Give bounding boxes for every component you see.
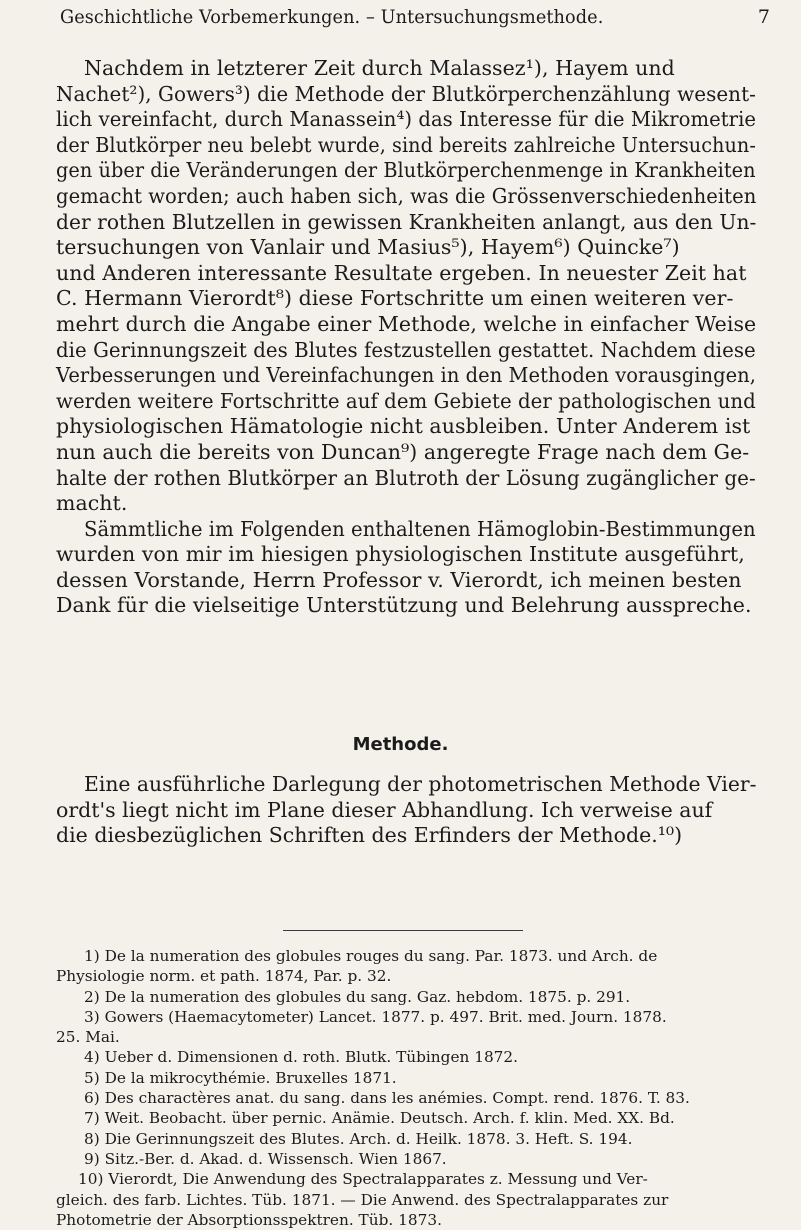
text-line: Sämmtliche im Folgenden enthaltenen Hämoglobin-Bestimmungen: [84, 516, 756, 541]
footnote-line: 6) Des charactères anat. du sang. dans les anémies. Compt. rend. 1876. T. 83.: [84, 1089, 690, 1108]
text-line: gemacht worden; auch haben sich, was die Grössenverschiedenheiten: [56, 183, 757, 208]
text-line: ordt's liegt nicht im Plane dieser Abhandlung. Ich verweise auf: [56, 797, 713, 822]
text-line: mehrt durch die Angabe einer Methode, welche in einfacher Weise: [56, 311, 757, 336]
text-line: halte der rothen Blutkörper an Blutroth der Lösung zugänglicher ge-: [56, 465, 756, 490]
text-line: lich vereinfacht, durch Manassein⁴) das Interesse für die Mikrometrie: [56, 107, 757, 132]
text-line: die diesbezüglichen Schriften des Erfinders der Methode.¹⁰): [56, 823, 683, 848]
running-head: Geschichtliche Vorbemerkungen. – Untersuchungsmethode.: [60, 6, 604, 28]
footnote-line: 8) Die Gerinnungszeit des Blutes. Arch. d. Heilk. 1878. 3. Heft. S. 194.: [84, 1129, 633, 1148]
body-text: [56, 56, 756, 619]
page-header: [60, 6, 770, 36]
page-number: 7: [757, 6, 770, 28]
text-line: tersuchungen von Vanlair und Masius⁵), Hayem⁶) Quincke⁷): [56, 235, 680, 260]
footnote-line: 1) De la numeration des globules rouges du sang. Par. 1873. und Arch. de: [84, 947, 658, 965]
section-text: [56, 772, 756, 849]
footnotes: [56, 946, 756, 1230]
text-line: und Anderen interessante Resultate ergeben. In neuester Zeit hat: [56, 260, 747, 285]
footnote-line: Physiologie norm. et path. 1874, Par. p. 32.: [56, 967, 392, 986]
text-line: macht.: [56, 491, 128, 516]
footnote-line: 5) De la mikrocythémie. Bruxelles 1871.: [84, 1068, 397, 1087]
text-line: die Gerinnungszeit des Blutes festzustellen gestattet. Nachdem diese: [56, 337, 756, 362]
footnote-line: 10) Vierordt, Die Anwendung des Spectralapparates z. Messung und Ver-: [78, 1170, 648, 1189]
text-line: Nachet²), Gowers³) die Methode der Blutkörperchenzählung wesent-: [56, 81, 756, 106]
text-line: Eine ausführliche Darlegung der photometrischen Methode Vier-: [84, 772, 757, 796]
text-line: Nachdem in letzterer Zeit durch Malassez¹), Hayem und: [84, 56, 675, 80]
text-line: der Blutkörper neu belebt wurde, sind bereits zahlreiche Untersuchun-: [56, 132, 756, 157]
footnote-line: 4) Ueber d. Dimensionen d. roth. Blutk. Tübingen 1872.: [84, 1048, 519, 1067]
paragraph-2: [56, 517, 756, 619]
text-line: nun auch die bereits von Duncan⁹) angeregte Frage nach dem Ge-: [56, 439, 750, 464]
footnote-line: 9) Sitz.-Ber. d. Akad. d. Wissensch. Wien 1867.: [84, 1149, 447, 1168]
section-heading: Methode.: [352, 734, 449, 755]
footnote-line: gleich. des farb. Lichtes. Tüb. 1871. — Die Anwend. des Spectralapparates zur: [56, 1190, 669, 1209]
text-line: Dank für die vielseitige Unterstützung und Belehrung ausspreche.: [56, 593, 752, 618]
footnote-line: 25. Mai.: [56, 1028, 120, 1047]
text-line: der rothen Blutzellen in gewissen Krankheiten anlangt, aus den Un-: [56, 209, 757, 234]
footnote-divider: [283, 930, 523, 931]
text-line: Verbesserungen und Vereinfachungen in den Methoden vorausgingen,: [56, 363, 756, 388]
text-line: gen über die Veränderungen der Blutkörperchenmenge in Krankheiten: [56, 158, 756, 183]
text-line: C. Hermann Vierordt⁸) diese Fortschritte um einen weiteren ver-: [56, 286, 734, 311]
text-line: physiologischen Hämatologie nicht ausbleiben. Unter Anderem ist: [56, 414, 751, 439]
footnote-line: Photometrie der Absorptionsspektren. Tüb. 1873.: [56, 1210, 442, 1229]
text-line: wurden von mir im hiesigen physiologischen Institute ausgeführt,: [56, 542, 745, 567]
paragraph-3: [56, 772, 756, 849]
footnote-line: 7) Weit. Beobacht. über pernic. Anämie. Deutsch. Arch. f. klin. Med. XX. Bd.: [84, 1109, 675, 1128]
text-line: dessen Vorstande, Herrn Professor v. Vierordt, ich meinen besten: [56, 567, 742, 592]
paragraph-1: [56, 56, 756, 517]
text-line: werden weitere Fortschritte auf dem Gebiete der pathologischen und: [56, 388, 756, 413]
footnote-line: 3) Gowers (Haemacytometer) Lancet. 1877. p. 497. Brit. med. Journ. 1878.: [84, 1007, 667, 1026]
footnote-line: 2) De la numeration des globules du sang. Gaz. hebdom. 1875. p. 291.: [84, 987, 631, 1006]
